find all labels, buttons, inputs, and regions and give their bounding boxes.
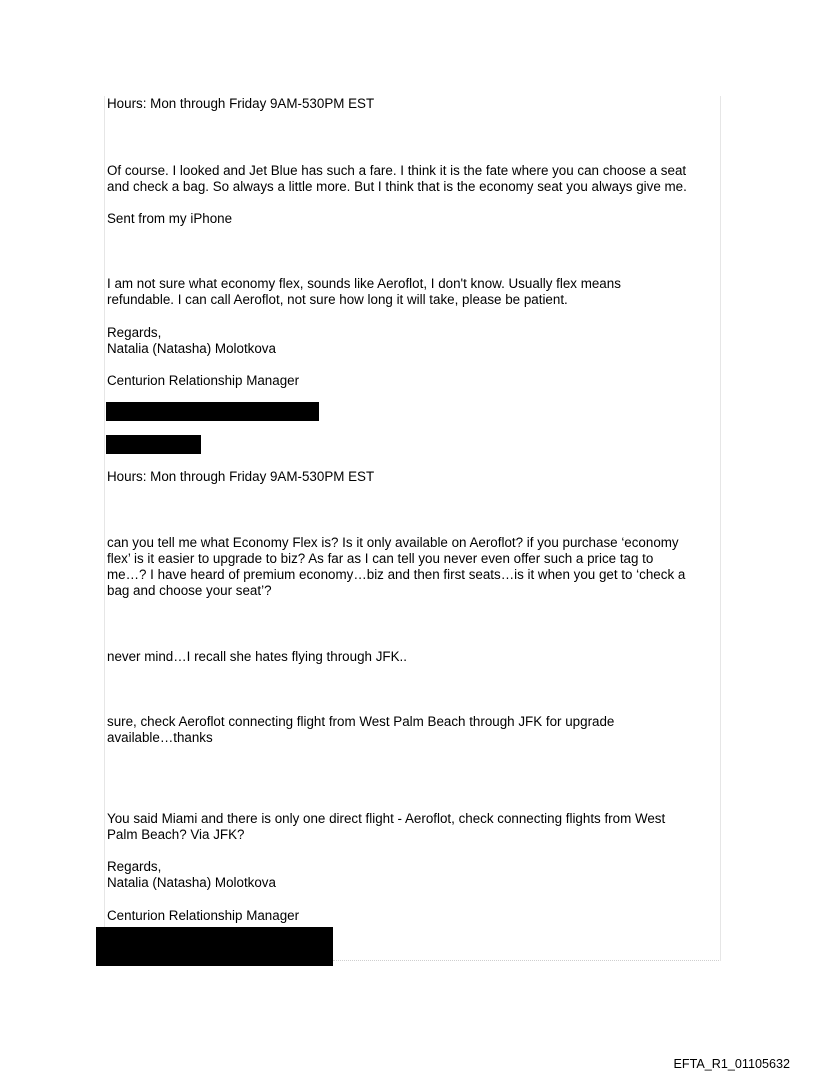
message-line: You said Miami and there is only one direct flight - Aeroflot, check connecting flights from West [107, 811, 666, 826]
signature-role: Centurion Relationship Manager [107, 373, 300, 388]
message-line: I am not sure what economy flex, sounds like Aeroflot, I don't know. Usually flex means [107, 276, 621, 291]
redaction-box [96, 927, 333, 966]
message-line: refundable. I can call Aeroflot, not sure how long it will take, please be patient. [107, 292, 568, 307]
signature-role: Centurion Relationship Manager [107, 908, 300, 923]
message-line: sure, check Aeroflot connecting flight from West Palm Beach through JFK for upgrade [107, 714, 615, 729]
regards-line: Regards, [107, 325, 162, 340]
message-line: never mind…I recall she hates flying through JFK.. [107, 649, 407, 664]
redaction-box [106, 435, 201, 454]
hours-line: Hours: Mon through Friday 9AM-530PM EST [107, 96, 375, 111]
frame-bottom-border [333, 960, 719, 961]
regards-line: Regards, [107, 859, 162, 874]
message-line: can you tell me what Economy Flex is? Is it only available on Aeroflot? if you purchase ‘economy [107, 535, 679, 550]
document-id: EFTA_R1_01105632 [673, 1057, 790, 1071]
message-line: and check a bag. So always a little more. But I think that is the economy seat you always give me. [107, 179, 687, 194]
message-line: bag and choose your seat’? [107, 583, 272, 598]
hours-line: Hours: Mon through Friday 9AM-530PM EST [107, 469, 375, 484]
redaction-box [106, 402, 319, 421]
signature-name: Natalia (Natasha) Molotkova [107, 341, 276, 356]
message-line: Palm Beach? Via JFK? [107, 827, 245, 842]
sent-from-line: Sent from my iPhone [107, 211, 233, 226]
message-line: me…? I have heard of premium economy…biz and then first seats…is it when you get to ‘check a [107, 567, 686, 582]
message-line: available…thanks [107, 730, 213, 745]
message-line: Of course. I looked and Jet Blue has such a fare. I think it is the fate where you can choose a seat [107, 163, 687, 178]
message-line: flex’ is it easier to upgrade to biz? As far as I can tell you never even offer such a price tag to [107, 551, 654, 566]
signature-name: Natalia (Natasha) Molotkova [107, 875, 276, 890]
